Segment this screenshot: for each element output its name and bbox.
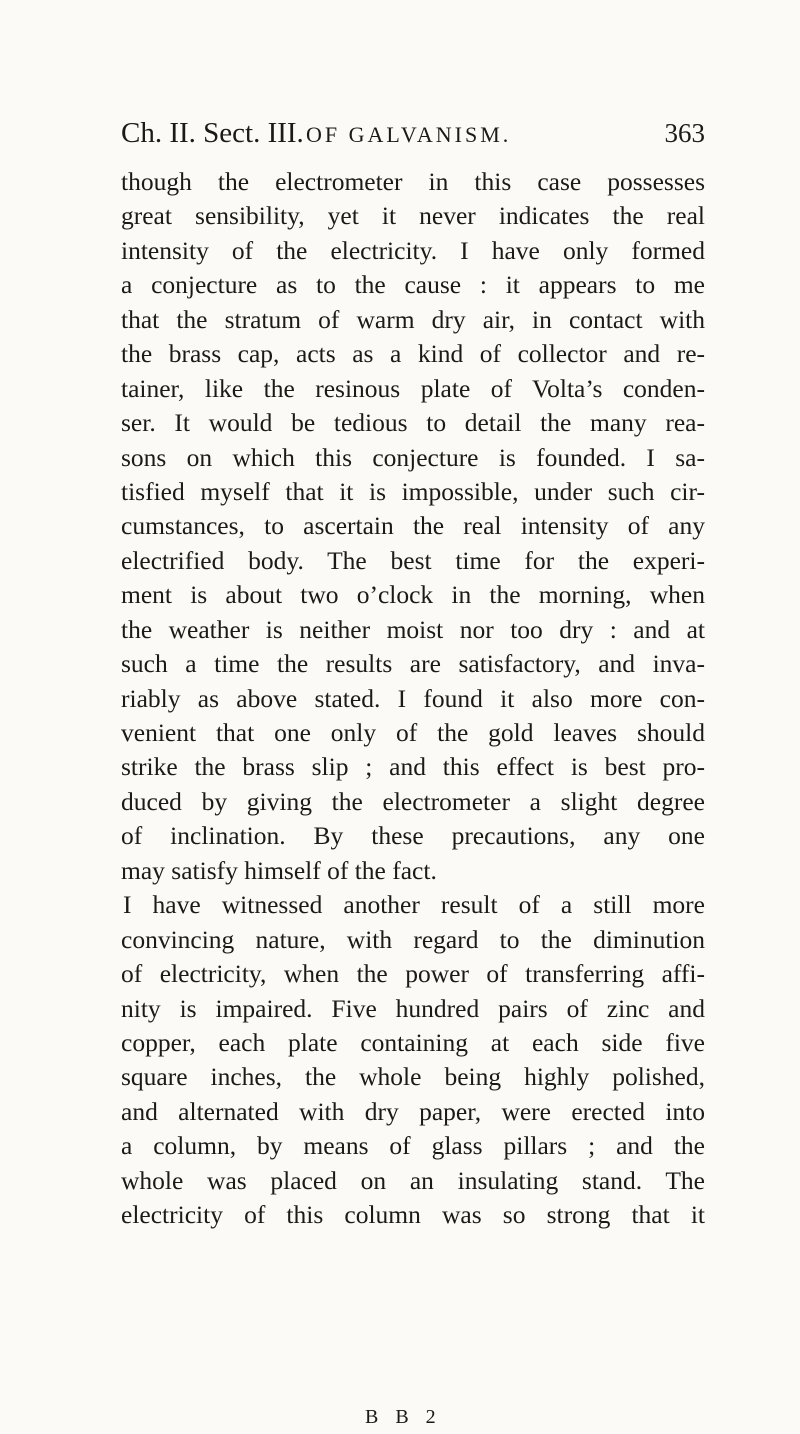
text-line: tisfied myself that it is impossible, under such cir- [121,476,705,506]
body-text [121,165,705,1233]
text-line: sons on which this conjecture is founded. I sa- [121,442,705,472]
text-line: the brass cap, acts as a kind of collector and re- [121,339,705,369]
text-line: electrified body. The best time for the experi- [121,545,705,575]
text-line: the weather is neither moist nor too dry : and at [121,614,705,644]
text-line: copper, each plate containing at each side five [121,1027,705,1057]
text-line: square inches, the whole being highly polished, [121,1062,705,1092]
text-line: a conjecture as to the cause : it appears to me [121,270,705,300]
text-line: venient that one only of the gold leaves should [121,718,705,747]
text-line: of electricity, when the power of transferring affi- [121,959,705,989]
paragraph-start-line: I have witnessed another result of a still more [123,890,705,920]
text-line: ment is about two o’clock in the morning, when [121,580,705,610]
text-line: tainer, like the resinous plate of Volta’s conden- [121,373,705,403]
text-line: and alternated with dry paper, were erected into [121,1096,705,1126]
text-line: whole was placed on an insulating stand. The [121,1165,705,1195]
paragraph-end-line: may satisfy himself of the fact. [121,855,437,885]
text-line: such a time the results are satisfactory, and inva- [121,649,705,679]
text-line: strike the brass slip ; and this effect is best pro- [121,752,705,782]
text-line: riably as above stated. I found it also more con- [121,683,705,713]
text-line: intensity of the electricity. I have only formed [121,235,705,265]
text-line: duced by giving the electrometer a slight degree [121,786,705,816]
chapter-section-heading: Ch. II. Sect. III. [121,117,304,149]
text-line: though the electrometer in this case possesses [121,167,705,196]
page-number: 363 [664,118,705,148]
signature-mark: B B 2 [365,1406,442,1428]
text-line: convincing nature, with regard to the diminution [121,924,705,954]
text-line: a column, by means of glass pillars ; and the [121,1131,705,1161]
text-line: electricity of this column was so strong that it [121,1200,705,1230]
text-line: cumstances, to ascertain the real intensity of any [121,511,705,541]
text-line: ser. It would be tedious to detail the many rea- [121,408,705,438]
text-line: that the stratum of warm dry air, in contact with [121,304,705,334]
text-line: nity is impaired. Five hundred pairs of zinc and [121,993,705,1023]
text-line: great sensibility, yet it never indicates the real [121,201,705,231]
running-title: OF GALVANISM. [306,122,512,147]
running-head [121,113,705,153]
text-line: of inclination. By these precautions, any one [121,821,705,851]
